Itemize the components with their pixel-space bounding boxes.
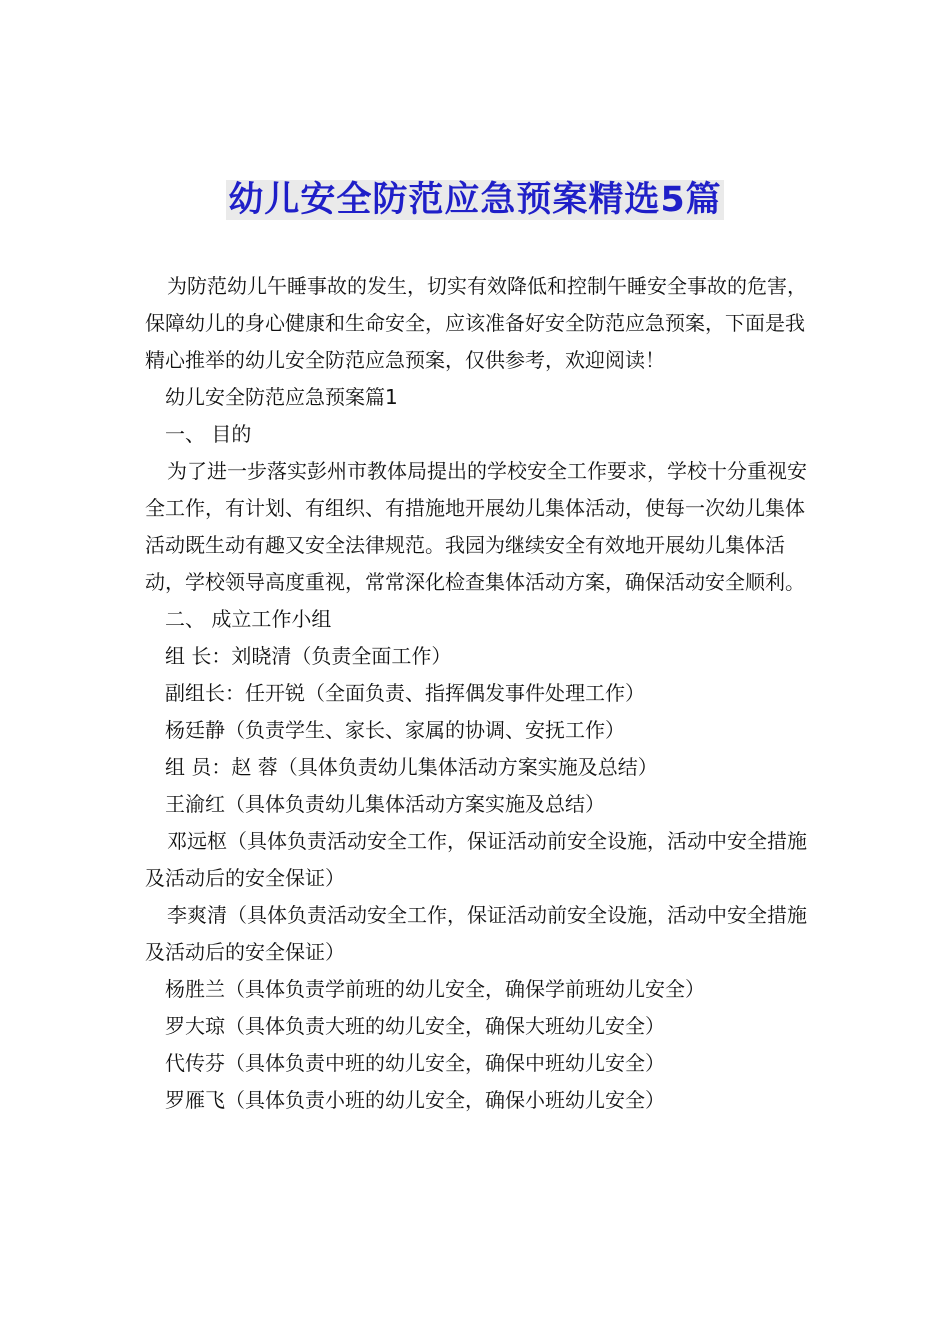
subheading-purpose: 一、 目的	[165, 422, 252, 446]
member-line: 代传芬（具体负责中班的幼儿安全，确保中班幼儿安全）	[165, 1051, 665, 1075]
paragraph-intro: 为防范幼儿午睡事故的发生，切实有效降低和控制午睡安全事故的危害，保障幼儿的身心健康和生命安全，应该准备好安全防范应急预案，下面是我精心推举的幼儿安全防范应急预案，仅供参考，欢迎阅读！	[145, 274, 807, 372]
member-line: 副组长：任开锐（全面负责、指挥偶发事件处理工作）	[165, 681, 645, 705]
document-body	[145, 268, 807, 1119]
member-line: 王渝红（具体负责幼儿集体活动方案实施及总结）	[165, 792, 605, 816]
member-line: 杨廷静（负责学生、家长、家属的协调、安抚工作）	[165, 718, 625, 742]
document-title	[0, 175, 950, 225]
member-line: 组 员：赵 蓉（具体负责幼儿集体活动方案实施及总结）	[165, 755, 658, 779]
member-line: 李爽清（具体负责活动安全工作，保证活动前安全设施，活动中安全措施及活动后的安全保证）	[145, 903, 807, 964]
member-line: 组 长：刘晓清（负责全面工作）	[165, 644, 452, 668]
paragraph-purpose: 为了进一步落实彭州市教体局提出的学校安全工作要求，学校十分重视安全工作，有计划、有组织、有措施地开展幼儿集体活动，使每一次幼儿集体活动既生动有趣又安全法律规范。我园为继续安全有效地开展幼儿集体活动，学校领导高度重视，常常深化检查集体活动方案，确保活动安全顺利。	[145, 459, 807, 594]
member-line: 罗雁飞（具体负责小班的幼儿安全，确保小班幼儿安全）	[165, 1088, 665, 1112]
member-line: 杨胜兰（具体负责学前班的幼儿安全，确保学前班幼儿安全）	[165, 977, 705, 1001]
subheading-working-group: 二、 成立工作小组	[165, 607, 332, 631]
member-line: 邓远枢（具体负责活动安全工作，保证活动前安全设施，活动中安全措施及活动后的安全保证）	[145, 829, 807, 890]
member-line: 罗大琼（具体负责大班的幼儿安全，确保大班幼儿安全）	[165, 1014, 665, 1038]
document-title-text: 幼儿安全防范应急预案精选5篇	[228, 180, 722, 220]
section-heading-plan-1: 幼儿安全防范应急预案篇1	[165, 385, 398, 409]
